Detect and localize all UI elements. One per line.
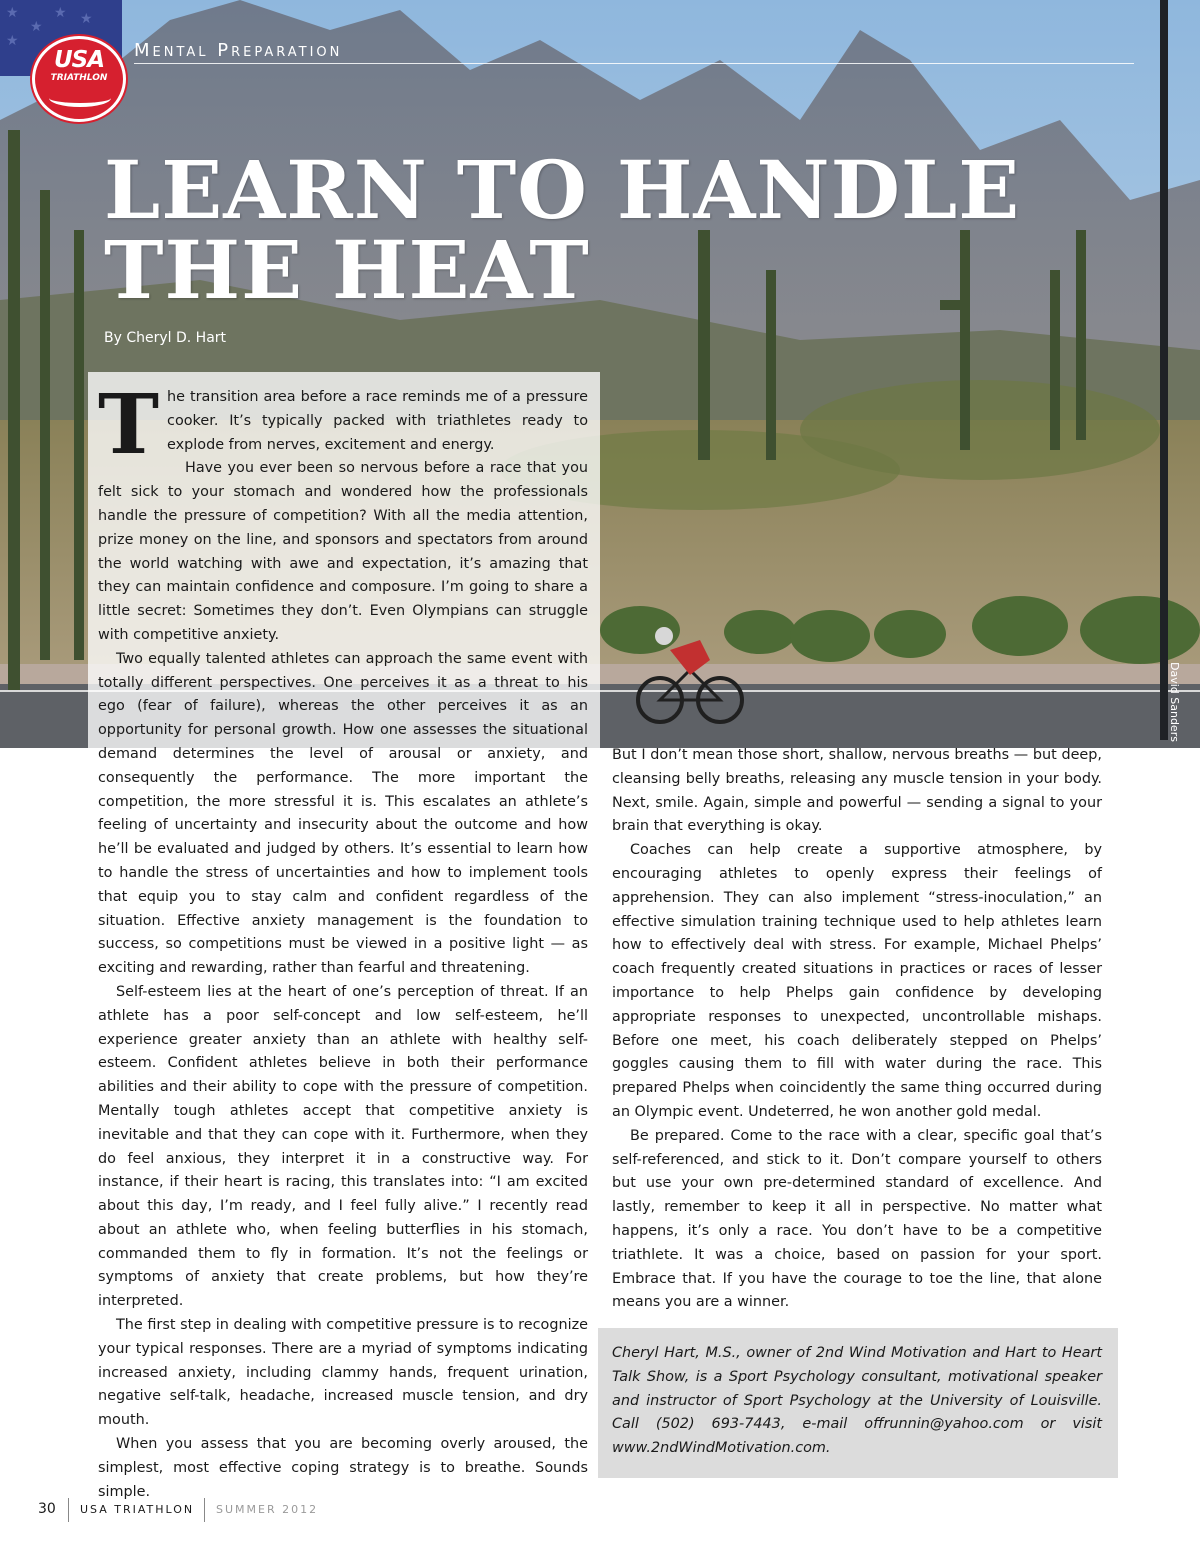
article-paragraph: Self-esteem lies at the heart of one’s perception of threat. If an athlete has a poor self-concept and low self-esteem, he’ll experience greater anxiety than an athlete with healthy self-esteem. Confident athletes believe in both their performance abilities and their ability to cope with the pressure of competition. Mentally tough athletes accept that competitive anxiety is inevitable and that they can cope with it. Furthermore, when they do feel anxious, they interpret it in a constructive way. For instance, if their heart is racing, this translates into: “I am excited about this day, I’m ready, and I feel fully alive.” I recently read about an athlete who, when feeling butterflies in his stomach, commanded them to fly in formation. It’s not the feelings or symptoms of anxiety that create problems, but how they’re interpreted. bbox=[98, 983, 588, 1310]
article-paragraph: The first step in dealing with competitive pressure is to recognize your typical responses. There are a myriad of symptoms indicating increased anxiety, including clammy hands, frequent urination, negative self-talk, headache, increased muscle tension, and dry mouth. bbox=[98, 1317, 588, 1429]
author-bio-box bbox=[598, 1328, 1118, 1478]
star-icon: ★ bbox=[80, 11, 93, 27]
drop-cap: T bbox=[98, 377, 160, 473]
article-paragraph: When you assess that you are becoming overly aroused, the simplest, most effective coping strategy is to breathe. Sounds simple. bbox=[98, 1436, 588, 1500]
photo-credit: David Sanders bbox=[1168, 662, 1181, 742]
logo-usa-text: USA bbox=[53, 47, 105, 73]
section-label: Mental Preparation bbox=[134, 40, 343, 61]
author-bio: Cheryl Hart, M.S., owner of 2nd Wind Motivation and Hart to Heart Talk Show, is a Sport Psychology consultant, motivational speaker and instructor of Sport Psychology at the University of Louisville. Call (502) 693-7443, e-mail offrunnin@yahoo.com or visit www.2ndWindMotivation.com. bbox=[612, 1345, 1102, 1457]
logo-swoosh-icon bbox=[49, 89, 111, 107]
star-icon: ★ bbox=[54, 5, 67, 21]
usa-triathlon-logo bbox=[32, 36, 126, 122]
section-rule bbox=[134, 63, 1134, 64]
star-icon: ★ bbox=[6, 33, 19, 49]
article-paragraph bbox=[98, 377, 588, 473]
paragraph-text: he transition area before a race reminds me of a pressure cooker. It’s typically packed with triathletes ready to explode from nerves, excitement and energy. bbox=[167, 389, 588, 453]
star-icon: ★ bbox=[30, 19, 43, 35]
footer-divider bbox=[68, 1498, 69, 1522]
article-column-left bbox=[98, 377, 588, 1504]
headline-line-1: LEARN TO HANDLE bbox=[104, 143, 1021, 237]
article-paragraph: Have you ever been so nervous before a race that you felt sick to your stomach and wondered how the professionals handle the pressure of competition? With all the media attention, prize money on the line, and sponsors and spectators from around the world watching with awe and expectation, it’s amazing that they can maintain confidence and composure. I’m going to share a little secret: Sometimes they don’t. Even Olympians can struggle with competitive anxiety. bbox=[98, 460, 588, 643]
article-paragraph: Coaches can help create a supportive atmosphere, by encouraging athletes to openly express their feelings of apprehension. They can also implement “stress-inoculation,” an effective simulation training technique used to help athletes learn how to effectively deal with stress. For example, Michael Phelps’ coach frequently created situations in practices or races of lesser importance to help Phelps gain confidence by developing appropriate responses to unexpected, uncontrollable mishaps. Before one meet, his coach deliberately stepped on Phelps’ goggles causing them to fill with water during the race. This prepared Phelps when coincidently the same thing occurred during an Olympic event. Undeterred, he won another gold medal. bbox=[612, 842, 1102, 1120]
article-paragraph: But I don’t mean those short, shallow, nervous breaths — but deep, cleansing belly breaths, releasing any muscle tension in your body. Next, smile. Again, simple and powerful — sending a signal to your brain that everything is okay. bbox=[612, 747, 1102, 835]
byline: By Cheryl D. Hart bbox=[104, 330, 227, 346]
article-paragraph: Be prepared. Come to the race with a clear, specific goal that’s self-referenced, and stick to it. Don’t compare yourself to others but use your own pre-determined standard of excellence. And lastly, remember to keep it all in perspective. No matter what happens, it’s only a race. You don’t have to be a competitive triathlete. It was a choice, based on passion for your sport. Embrace that. If you have the courage to toe the line, that alone means you are a winner. bbox=[612, 1127, 1102, 1311]
article-column-right bbox=[612, 744, 1102, 1315]
footer-issue: SUMMER 2012 bbox=[216, 1503, 319, 1516]
footer-divider bbox=[204, 1498, 205, 1522]
logo-triathlon-text: TRIATHLON bbox=[50, 73, 108, 83]
headline-line-2: THE HEAT bbox=[104, 223, 590, 317]
star-icon: ★ bbox=[6, 5, 19, 21]
page-number: 30 bbox=[38, 1501, 56, 1517]
article-headline bbox=[104, 143, 1021, 317]
article-paragraph: Two equally talented athletes can approach the same event with totally different perspectives. One perceives it as a threat to his ego (fear of failure), whereas the other perceives it as an opportunity for personal growth. How one assesses the situational demand determines the level of arousal or anxiety, and consequently the performance. The more important the competition, the more stressful it is. This escalates an athlete’s feeling of uncertainty and insecurity about the outcome and how he’ll be evaluated and judged by others. It’s essential to learn how to handle the stress of uncertainties and how to implement tools that equip you to stay calm and confident regardless of the situation. Effective anxiety management is the foundation to success, so competitions must be viewed in a positive light — as exciting and rewarding, rather than fearful and threatening. bbox=[98, 650, 588, 977]
footer-magazine-name: USA TRIATHLON bbox=[80, 1503, 195, 1516]
